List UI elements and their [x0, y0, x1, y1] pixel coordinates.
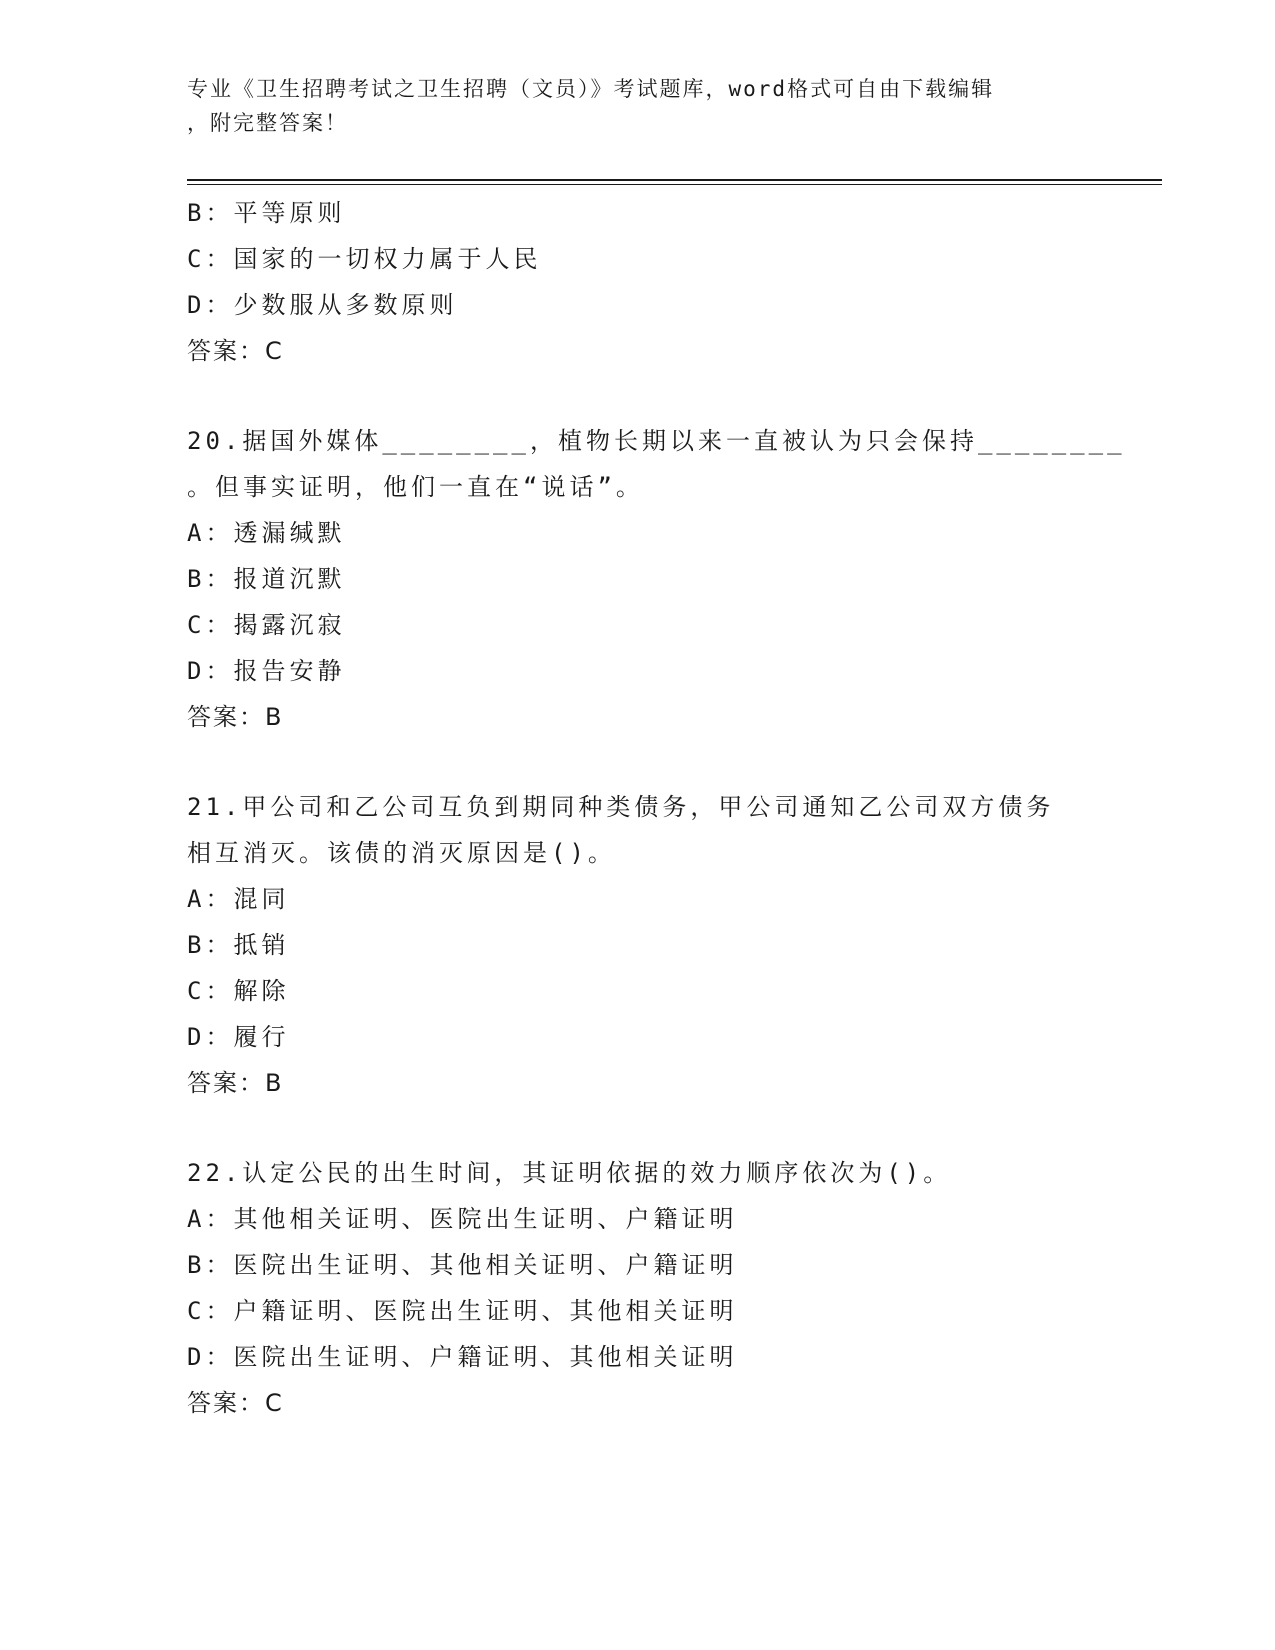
header-line-2: ，附完整答案！	[187, 111, 348, 135]
option-a: A：混同	[187, 885, 290, 913]
question-list	[187, 190, 1126, 1426]
header-divider-thick	[187, 179, 1162, 181]
answer-line: 答案：B	[187, 1069, 284, 1097]
question-stem	[187, 418, 1126, 510]
stem-line: 21.甲公司和乙公司互负到期同种类债务，甲公司通知乙公司双方债务	[187, 793, 1055, 821]
option-a: A：其他相关证明、医院出生证明、户籍证明	[187, 1205, 738, 1233]
answer-line: 答案：C	[187, 337, 284, 365]
question-stem	[187, 784, 1087, 876]
answer-line: 答案：C	[187, 1389, 284, 1417]
option-c: C：揭露沉寂	[187, 611, 346, 639]
option-b: B：平等原则	[187, 199, 346, 227]
option-d: D：少数服从多数原则	[187, 291, 458, 319]
option-d: D：医院出生证明、户籍证明、其他相关证明	[187, 1343, 738, 1371]
stem-line: 相互消灭。该债的消灭原因是()。	[187, 839, 616, 867]
option-d: D：履行	[187, 1023, 290, 1051]
stem-line: 。但事实证明，他们一直在“说话”。	[187, 473, 644, 501]
option-b: B：医院出生证明、其他相关证明、户籍证明	[187, 1251, 738, 1279]
option-d: D：报告安静	[187, 657, 346, 685]
option-c: C：户籍证明、医院出生证明、其他相关证明	[187, 1297, 738, 1325]
question-stem	[187, 1150, 1087, 1196]
option-b: B：报道沉默	[187, 565, 346, 593]
option-b: B：抵销	[187, 931, 290, 959]
stem-line: 22.认定公民的出生时间，其证明依据的效力顺序依次为()。	[187, 1159, 952, 1187]
option-c: C：解除	[187, 977, 290, 1005]
option-c: C：国家的一切权力属于人民	[187, 245, 542, 273]
stem-line: 20.据国外媒体________，植物长期以来一直被认为只会保持________	[187, 427, 1126, 455]
answer-line: 答案：B	[187, 703, 284, 731]
header-line-1: 专业《卫生招聘考试之卫生招聘（文员）》考试题库，word格式可自由下载编辑	[187, 77, 995, 101]
header-divider-thin	[187, 184, 1162, 185]
option-a: A：透漏缄默	[187, 519, 346, 547]
document-header	[187, 72, 1067, 140]
